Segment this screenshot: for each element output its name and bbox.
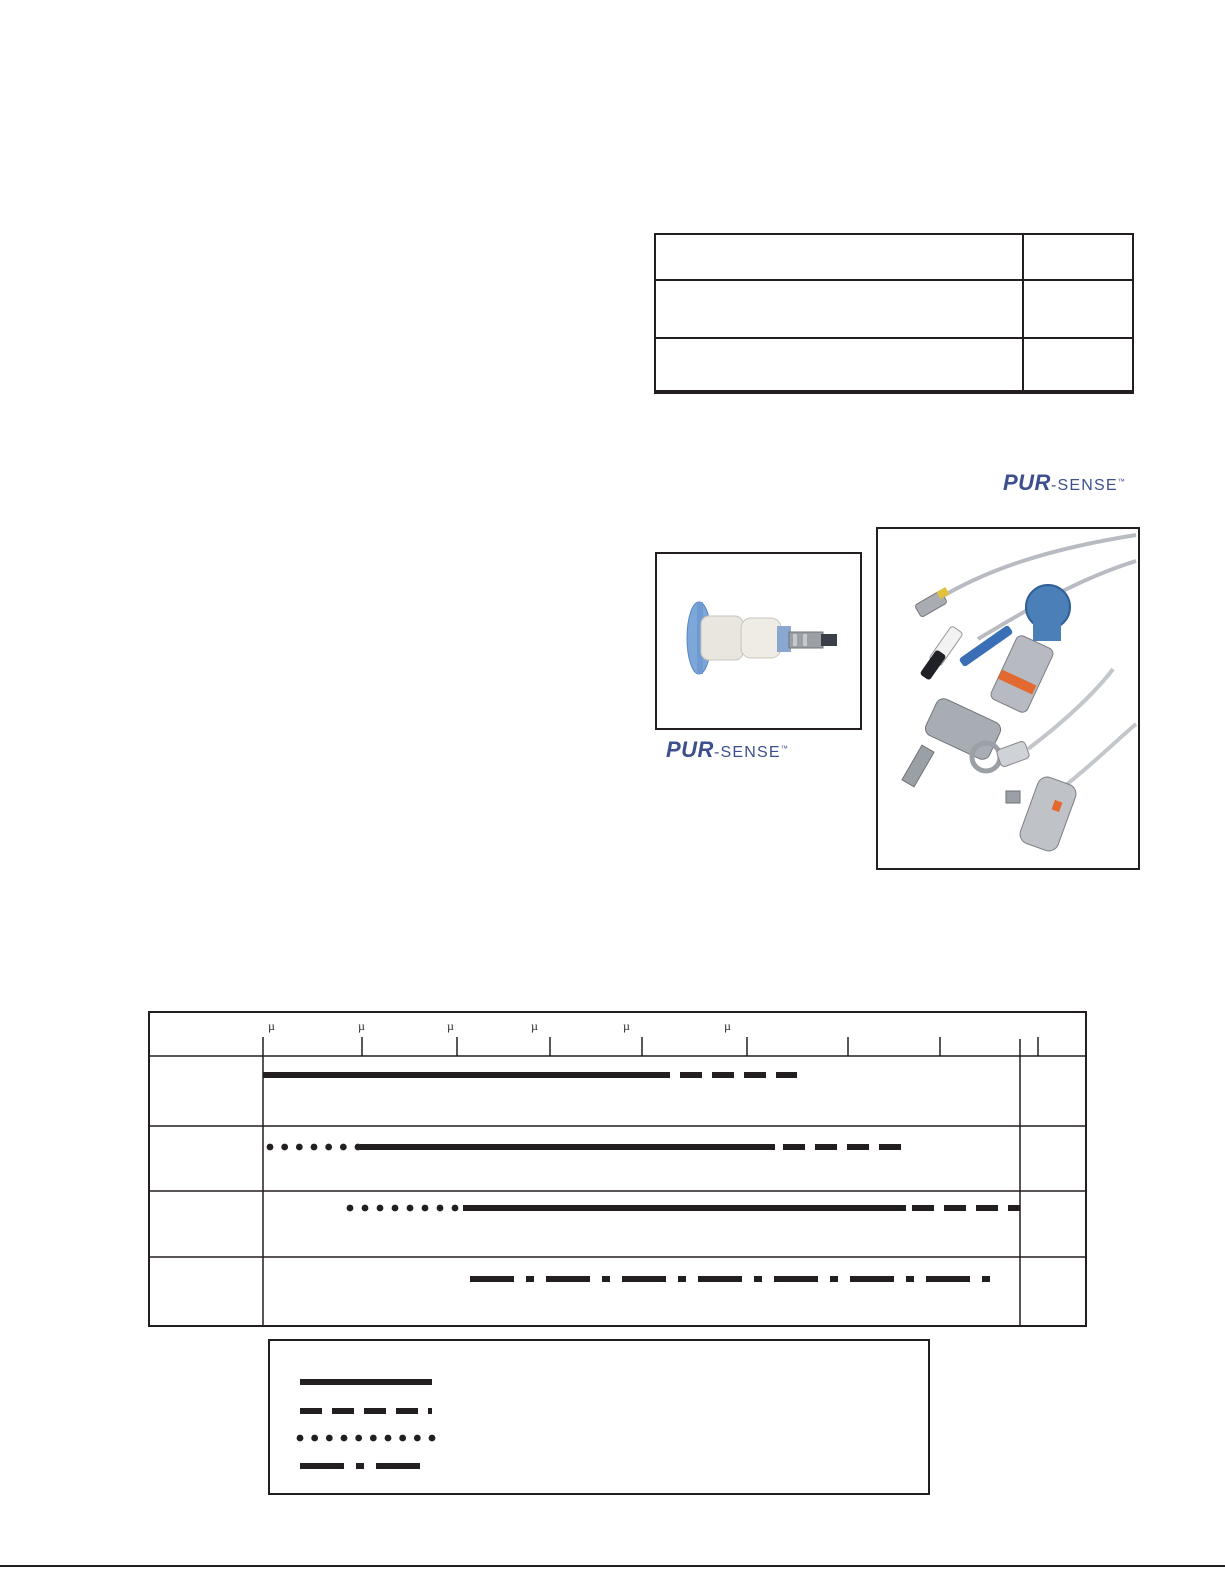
logo-pur-text: PUR bbox=[1003, 470, 1051, 495]
spec-table-row bbox=[656, 339, 1132, 392]
chart-range-bars bbox=[263, 1075, 1020, 1279]
chart-axis-unit-glyph: µ bbox=[447, 1019, 454, 1033]
chart-axis-unit-glyph: µ bbox=[623, 1019, 630, 1033]
range-bar-dot bbox=[377, 1205, 384, 1212]
legend-swatch-dotted bbox=[297, 1435, 436, 1442]
chart-axis-ticks bbox=[362, 1037, 1038, 1056]
spec-table bbox=[654, 233, 1134, 394]
range-bar-dot bbox=[296, 1144, 303, 1151]
spec-table-row bbox=[656, 235, 1132, 281]
chart-legend bbox=[268, 1339, 930, 1495]
chart-axis-unit-glyphs bbox=[268, 1019, 731, 1033]
logo-sense-text: -SENSE bbox=[1050, 477, 1118, 494]
range-bar-dot bbox=[362, 1205, 369, 1212]
pur-sense-logo bbox=[1003, 470, 1125, 496]
range-chart bbox=[148, 1011, 1087, 1327]
logo-sense-text: -SENSE bbox=[713, 744, 781, 761]
range-chart-row bbox=[347, 1205, 1020, 1212]
range-bar-dot bbox=[385, 1435, 392, 1442]
range-bar-dot bbox=[407, 1205, 414, 1212]
range-bar-dot bbox=[452, 1205, 459, 1212]
range-bar-dot bbox=[281, 1144, 288, 1151]
range-bar-dot bbox=[399, 1435, 406, 1442]
logo-trademark: ™ bbox=[780, 745, 788, 753]
chart-axis-unit-glyph: µ bbox=[268, 1019, 275, 1033]
chart-axis-unit-glyph: µ bbox=[358, 1019, 365, 1033]
spec-table-column-divider bbox=[1022, 235, 1024, 392]
range-bar-dot bbox=[297, 1435, 304, 1442]
range-bar-dot bbox=[429, 1435, 436, 1442]
range-bar-dot bbox=[347, 1205, 354, 1212]
range-bar-dot bbox=[392, 1205, 399, 1212]
sensor-family-photo-frame bbox=[876, 527, 1140, 870]
range-bar-dot bbox=[340, 1144, 347, 1151]
chart-legend-swatches bbox=[297, 1382, 436, 1466]
sanitary-sensor-image bbox=[657, 554, 860, 728]
range-bar-dot bbox=[437, 1205, 444, 1212]
range-bar-dot bbox=[422, 1205, 429, 1212]
range-chart-row bbox=[267, 1144, 904, 1151]
chart-axis-unit-glyph: µ bbox=[531, 1019, 538, 1033]
sensor-photo-frame bbox=[655, 552, 862, 730]
spec-table-row bbox=[656, 281, 1132, 339]
logo-trademark: ™ bbox=[1117, 478, 1125, 486]
range-bar-dot bbox=[267, 1144, 274, 1151]
logo-pur-text: PUR bbox=[666, 737, 714, 762]
range-bar-dot bbox=[326, 1435, 333, 1442]
chart-legend-canvas bbox=[270, 1341, 928, 1493]
range-bar-dot bbox=[311, 1435, 318, 1442]
range-chart-canvas bbox=[150, 1013, 1085, 1325]
range-bar-dot bbox=[370, 1435, 377, 1442]
range-bar-dot bbox=[325, 1144, 332, 1151]
pur-sense-logo-secondary bbox=[666, 737, 788, 763]
range-bar-dot bbox=[341, 1435, 348, 1442]
page-bottom-rule bbox=[0, 1565, 1225, 1567]
chart-axis-unit-glyph: µ bbox=[724, 1019, 731, 1033]
sensor-family-image bbox=[878, 529, 1138, 868]
range-bar-dot bbox=[414, 1435, 421, 1442]
range-bar-dot bbox=[311, 1144, 318, 1151]
range-bar-dot bbox=[355, 1435, 362, 1442]
